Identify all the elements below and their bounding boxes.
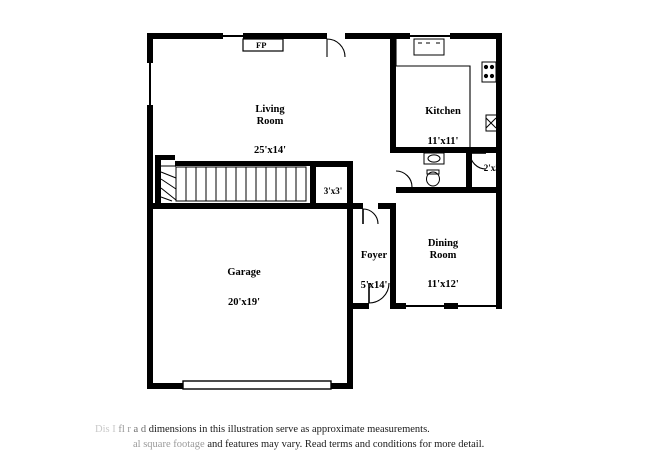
window-bottom-1	[406, 305, 444, 307]
dining-room-name: Dining Room	[427, 237, 459, 261]
wall-top-door-jamb	[319, 33, 327, 39]
foyer-dimensions: 5'x14'	[360, 279, 388, 291]
wall-kitchen-bottom	[390, 147, 470, 153]
disclaimer-faded-2: I	[112, 424, 116, 435]
closet-2x5-label: 2'x5'	[483, 163, 503, 173]
wall-bath-bottom	[396, 187, 466, 193]
kitchen-dimensions: 11'x11'	[427, 135, 459, 147]
wall-garage-right	[347, 209, 353, 389]
wall-hall-top-right	[378, 203, 396, 209]
disclaimer-line2-tail: and features may vary. Read terms and conditions for more detail.	[207, 439, 485, 451]
window-left-1	[149, 63, 151, 105]
wall-top-right	[345, 33, 390, 39]
wall-top-left	[147, 33, 223, 39]
wall-right-upper	[496, 33, 502, 153]
wall-entry-jamb	[359, 303, 369, 309]
wall-top-kitchen-right	[450, 33, 502, 39]
disclaimer-faded-4: r	[127, 424, 131, 435]
wall-garage-left	[147, 203, 153, 389]
disclaimer-line2-faded: al square footage	[133, 439, 205, 451]
wall-kitchen-left-upper	[390, 39, 396, 65]
wall-closet3-right	[347, 161, 353, 203]
wall-kitchen-bottom-right	[470, 147, 502, 153]
wall-left-mid	[147, 105, 153, 209]
garage-dimensions: 20'x19'	[227, 296, 261, 308]
disclaimer-line1-tail: dimensions in this illustration serve as approximate measurements.	[148, 424, 430, 435]
wall-closet3-top	[310, 161, 353, 167]
staircase	[176, 167, 306, 201]
window-top-2	[410, 35, 450, 37]
wall-foyer-right	[390, 209, 396, 309]
disclaimer-faded-3: fl	[118, 424, 125, 435]
kitchen-name: Kitchen	[425, 105, 461, 117]
wall-garage-bottom-left	[147, 383, 183, 389]
disclaimer-faded-5: a	[133, 424, 139, 435]
wall-bottom-dining-corner	[496, 303, 502, 309]
wall-closet3-left	[310, 167, 316, 203]
wall-bottom-dining-mid	[444, 303, 458, 309]
wall-closet-bottom	[466, 187, 502, 193]
dining-room-dimensions: 11'x12'	[427, 279, 459, 291]
closet-3x3-label: 3'x3'	[323, 186, 343, 196]
wall-hall-top-left	[353, 203, 363, 209]
window-bottom-2	[458, 305, 496, 307]
wall-left-upper	[147, 33, 153, 63]
wall-right-lower	[496, 193, 502, 309]
window-top-1	[223, 35, 243, 37]
wall-stair-top-a	[155, 155, 175, 160]
fireplace-label: FP	[256, 40, 267, 50]
wall-top-kitchen-left	[390, 33, 410, 39]
disclaimer-faded-6: d	[140, 424, 147, 435]
disclaimer-text	[95, 422, 575, 452]
disclaimer-faded-1: Dis	[95, 424, 110, 435]
foyer-name: Foyer	[360, 249, 388, 261]
living-room-name: Living Room	[255, 103, 285, 127]
wall-stair-left	[155, 155, 161, 203]
living-room-dimensions: 25'x14'	[253, 145, 287, 157]
wall-stair-top-b	[175, 161, 311, 166]
wall-top-mid	[243, 33, 319, 39]
garage-door	[183, 381, 331, 389]
wall-foyer-bottom-left	[353, 303, 359, 309]
wall-kitchen-left-lower	[390, 65, 396, 153]
garage-name: Garage	[227, 266, 261, 278]
wall-garage-top	[147, 203, 353, 209]
